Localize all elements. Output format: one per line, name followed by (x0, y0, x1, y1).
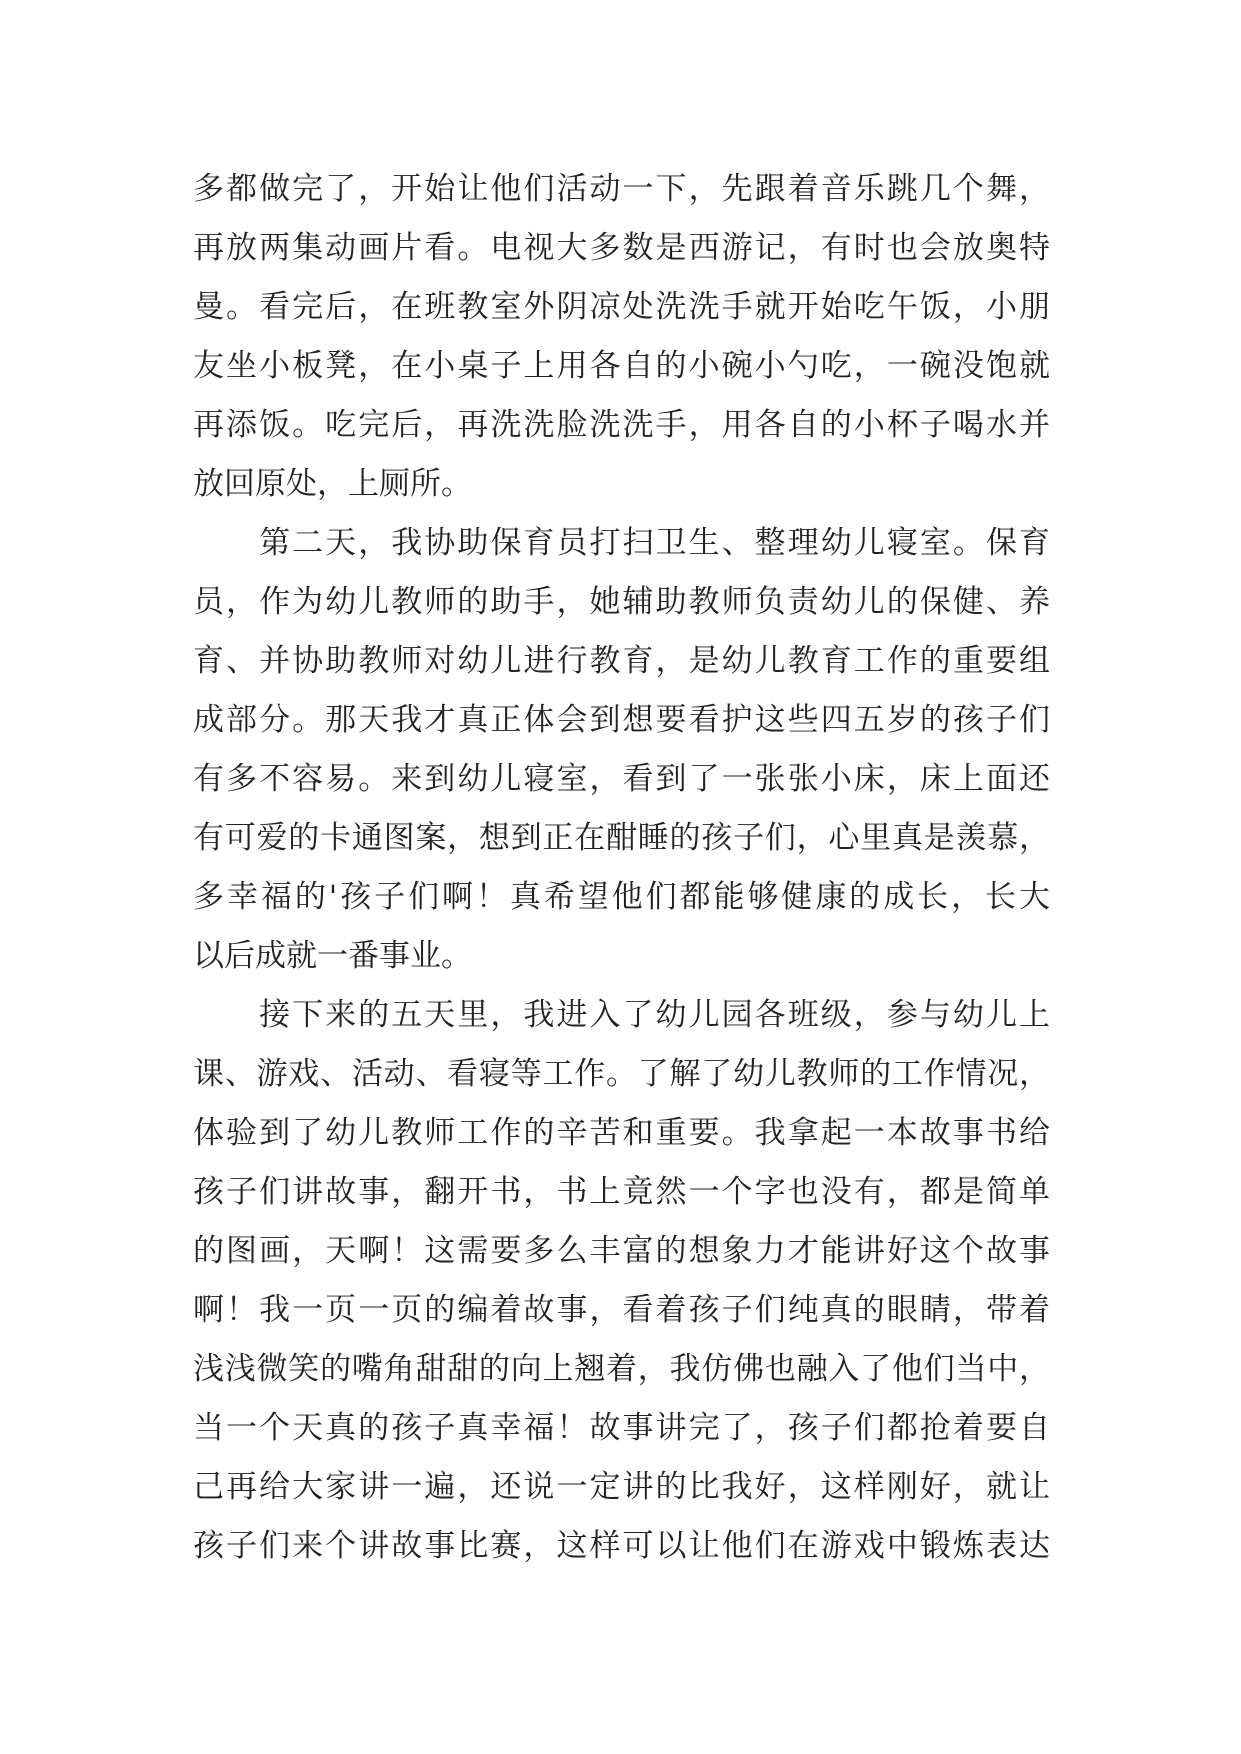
text-line: 以后成就一番事业。 (193, 938, 472, 974)
text-line: 友坐小板凳，在小桌子上用各自的小碗小勺吃，一碗没饱就 (193, 348, 1050, 384)
text-line: 己再给大家讲一遍，还说一定讲的比我好，这样刚好，就让 (193, 1469, 1050, 1505)
text-line: 啊！我一页一页的编着故事，看着孩子们纯真的眼睛，带着 (193, 1292, 1050, 1328)
body-text (193, 160, 1050, 1576)
text-line: 多幸福的'孩子们啊！真希望他们都能够健康的成长，长大 (193, 879, 1050, 915)
text-line: 再放两集动画片看。电视大多数是西游记，有时也会放奥特 (193, 230, 1050, 266)
text-line: 曼。看完后，在班教室外阴凉处洗洗手就开始吃午饭，小朋 (193, 289, 1050, 325)
text-line: 当一个天真的孩子真幸福！故事讲完了，孩子们都抢着要自 (193, 1410, 1050, 1446)
text-line: 放回原处，上厕所。 (193, 466, 472, 502)
text-line: 有多不容易。来到幼儿寝室，看到了一张张小床，床上面还 (193, 761, 1050, 797)
text-line: 孩子们讲故事，翻开书，书上竟然一个字也没有，都是简单 (193, 1174, 1050, 1210)
text-line: 再添饭。吃完后，再洗洗脸洗洗手，用各自的小杯子喝水并 (193, 407, 1050, 443)
text-line: 员，作为幼儿教师的助手，她辅助教师负责幼儿的保健、养 (193, 584, 1050, 620)
text-line: 体验到了幼儿教师工作的辛苦和重要。我拿起一本故事书给 (193, 1115, 1050, 1151)
text-line: 成部分。那天我才真正体会到想要看护这些四五岁的孩子们 (193, 702, 1050, 738)
text-line: 浅浅微笑的嘴角甜甜的向上翘着，我仿佛也融入了他们当中， (193, 1351, 1050, 1387)
text-line: 孩子们来个讲故事比赛，这样可以让他们在游戏中锻炼表达 (193, 1528, 1050, 1564)
text-line: 第二天，我协助保育员打扫卫生、整理幼儿寝室。保育 (193, 525, 1050, 561)
text-line: 的图画，天啊！这需要多么丰富的想象力才能讲好这个故事 (193, 1233, 1050, 1269)
text-line: 多都做完了，开始让他们活动一下，先跟着音乐跳几个舞， (193, 171, 1050, 207)
text-line: 课、游戏、活动、看寝等工作。了解了幼儿教师的工作情况， (193, 1056, 1050, 1092)
text-line: 接下来的五天里，我进入了幼儿园各班级，参与幼儿上 (193, 997, 1050, 1033)
text-line: 育、并协助教师对幼儿进行教育，是幼儿教育工作的重要组 (193, 643, 1050, 679)
text-line: 有可爱的卡通图案，想到正在酣睡的孩子们，心里真是羡慕， (193, 820, 1050, 856)
